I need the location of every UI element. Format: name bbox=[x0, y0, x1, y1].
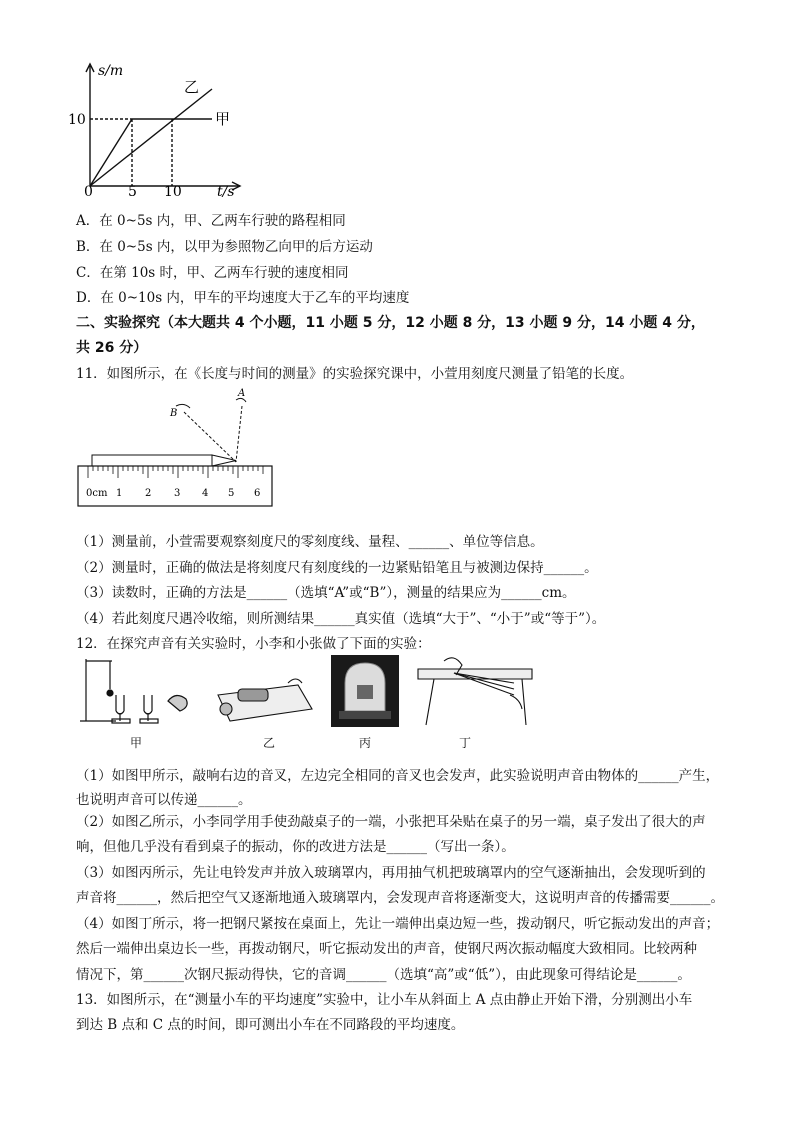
q12-line-1: （1）如图甲所示，敲响右边的音叉，左边完全相同的音叉也会发声，此实验说明声音由物体的______产生， bbox=[76, 768, 720, 784]
x-axis-label: t/s bbox=[217, 184, 235, 198]
x-tick-10: 10 bbox=[164, 184, 182, 198]
section2-heading-cont: 共 26 分） bbox=[76, 340, 148, 356]
st-graph bbox=[62, 58, 252, 198]
q11-item-1: （1）测量前，小萱需要观察刻度尺的零刻度线、量程、______、单位等信息。 bbox=[76, 534, 544, 550]
q12-line-8: 然后一端伸出桌边长一些，再拨动钢尺，听它振动发出的声音，使钢尺两次振动幅度大致相同。比较两种 bbox=[76, 941, 697, 957]
q11-item-2: （2）测量时，正确的做法是将刻度尺有刻度线的一边紧贴铅笔且与被测边保持______。 bbox=[76, 560, 598, 576]
q12-line-9: 情况下，第______次钢尺振动得快，它的音调______（选填“高”或“低”），由此现象可得结论是______。 bbox=[76, 967, 691, 983]
fig-jia-tuning-forks bbox=[76, 655, 196, 725]
q11-item-3: （3）读数时，正确的方法是______（选填“A”或“B”），测量的结果应为______cm。 bbox=[76, 585, 576, 601]
ruler-num-4: 4 bbox=[202, 488, 209, 499]
fig-bing-label: 丙 bbox=[359, 736, 372, 750]
eye-a-label: A bbox=[238, 388, 246, 399]
fig-yi-table bbox=[208, 665, 318, 725]
ruler-num-6: 6 bbox=[254, 488, 261, 499]
series-label-yi: 乙 bbox=[184, 78, 200, 96]
q12-line-4: 响，但他几乎没有看到桌子的振动，你的改进方法是______（写出一条）。 bbox=[76, 839, 515, 855]
q10-option-a: A．在 0~5s 内，甲、乙两车行驶的路程相同 bbox=[76, 213, 346, 229]
q12-line-3: （2）如图乙所示，小李同学用手使劲敲桌子的一端，小张把耳朵贴在桌子的另一端，桌子发出了很大的声 bbox=[76, 814, 706, 830]
graph-line-jia bbox=[90, 119, 132, 186]
q12-line-6: 声音将______，然后把空气又逐渐地通入玻璃罩内，会发现声音将逐渐变大，这说明声音的传播需要______。 bbox=[76, 890, 724, 906]
origin-label: 0 bbox=[84, 184, 93, 198]
q10-option-c: C．在第 10s 时，甲、乙两车行驶的速度相同 bbox=[76, 265, 349, 281]
fig-ding-label: 丁 bbox=[459, 736, 472, 750]
ruler-unit: 0cm bbox=[86, 488, 108, 499]
fig-ding-steel-ruler bbox=[414, 655, 534, 727]
ruler-num-5: 5 bbox=[228, 488, 235, 499]
eye-b-label: B bbox=[170, 408, 178, 419]
q13-line-2: 到达 B 点和 C 点的时间，即可测出小车在不同路段的平均速度。 bbox=[76, 1017, 465, 1033]
q12-line-5: （3）如图丙所示，先让电铃发声并放入玻璃罩内，再用抽气机把玻璃罩内的空气逐渐抽出，会发现听到的 bbox=[76, 865, 706, 881]
fig-yi-label: 乙 bbox=[263, 736, 276, 750]
series-label-jia: 甲 bbox=[215, 110, 231, 128]
q12-line-7: （4）如图丁所示，将一把钢尺紧按在桌面上，先让一端伸出桌边短一些，拨动钢尺，听它振动发出的声音； bbox=[76, 916, 720, 932]
ruler-num-2: 2 bbox=[145, 488, 152, 499]
q11-item-4: （4）若此刻度尺遇冷收缩，则所测结果______真实值（选填“大于”、“小于”或“等于”）。 bbox=[76, 611, 606, 627]
q10-option-b: B．在 0~5s 内，以甲为参照物乙向甲的后方运动 bbox=[76, 239, 373, 255]
q12-stem: 12．在探究声音有关实验时，小李和小张做了下面的实验： bbox=[76, 636, 431, 652]
x-tick-5: 5 bbox=[128, 184, 137, 198]
q10-option-d: D．在 0~10s 内，甲车的平均速度大于乙车的平均速度 bbox=[76, 290, 410, 306]
y-tick-10: 10 bbox=[68, 112, 86, 128]
fig-bing-bell-jar bbox=[331, 655, 399, 727]
q12-line-2: 也说明声音可以传递______。 bbox=[76, 792, 252, 808]
q13-line-1: 13．如图所示，在“测量小车的平均速度”实验中，让小车从斜面上 A 点由静止开始下滑，分别测出小车 bbox=[76, 992, 693, 1008]
ruler-num-3: 3 bbox=[174, 488, 181, 499]
q11-stem: 11．如图所示，在《长度与时间的测量》的实验探究课中，小萱用刻度尺测量了铅笔的长度。 bbox=[76, 366, 634, 382]
fig-jia-label: 甲 bbox=[130, 736, 143, 750]
section2-heading: 二、实验探究（本大题共 4 个小题，11 小题 5 分，12 小题 8 分，13 小题 9 分，14 小题 4 分， bbox=[76, 315, 705, 331]
ruler-num-1: 1 bbox=[116, 488, 123, 499]
graph-line-yi bbox=[90, 89, 212, 186]
y-axis-label: s/m bbox=[98, 63, 124, 79]
ruler-figure bbox=[76, 384, 276, 510]
